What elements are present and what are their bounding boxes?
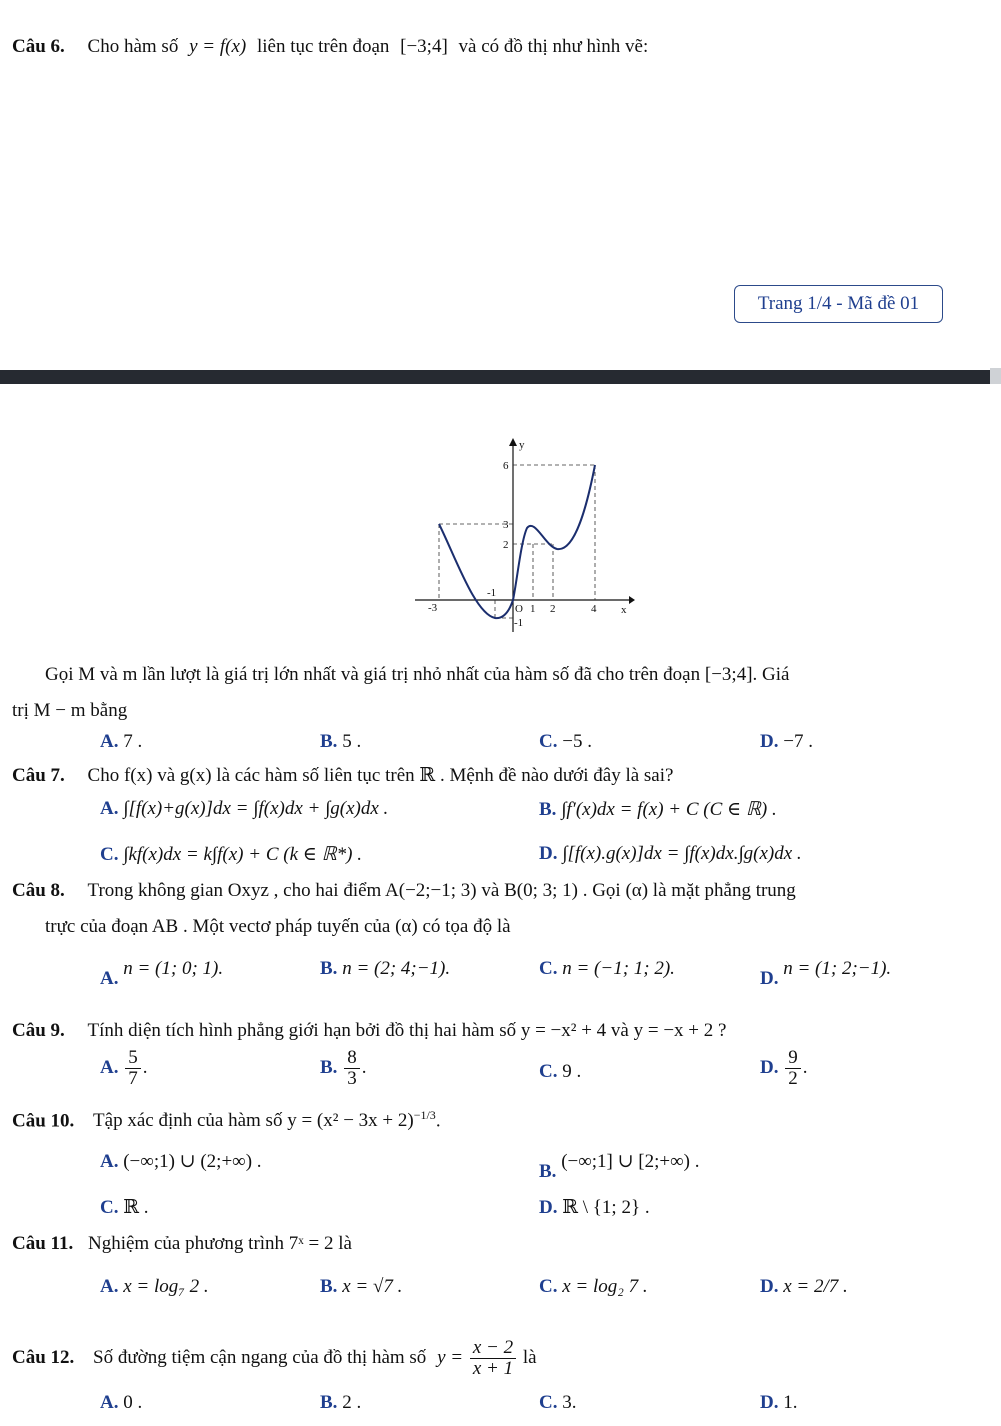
- q7-option-b[interactable]: B. ∫f′(x)dx = f(x) + C (C ∈ ℝ) .: [539, 799, 777, 820]
- q9-option-b[interactable]: B. $\frac{8}{3}$ .: [320, 1047, 367, 1089]
- question-11-label: Câu 11.: [12, 1233, 74, 1254]
- q6-body-line2: trị M − m bằng: [12, 700, 128, 721]
- q12-fraction: $\frac{x - 2}{x + 1}$: [470, 1338, 516, 1379]
- tick-x-2: 2: [550, 603, 556, 615]
- question-12: [12, 1338, 537, 1379]
- q6-text-b: liên tục trên đoạn: [256, 36, 390, 57]
- q6-interval: [−3;4]: [400, 36, 448, 57]
- q6-option-b[interactable]: B. 5 .: [320, 731, 362, 752]
- tick-y-6: 6: [503, 460, 509, 472]
- q8-option-d[interactable]: D. n = (1; 2;−1).: [760, 958, 892, 989]
- q10-option-c[interactable]: C. ℝ .: [100, 1197, 149, 1218]
- scrollbar-stub: [990, 368, 1001, 384]
- q8-option-c[interactable]: C. n = (−1; 1; 2).: [539, 958, 675, 979]
- question-10: Câu 10. Tập xác định của hàm số $y = (x^2 - 3x + 2)^{-1/3}$.: [12, 1108, 441, 1132]
- x-axis-label: x: [621, 604, 627, 616]
- q9-option-a[interactable]: A. $\frac{5}{7}$ .: [100, 1047, 148, 1089]
- question-10-label: Câu 10.: [12, 1110, 75, 1132]
- tick-y-3: 3: [503, 519, 509, 531]
- q10-text: Tập xác định của hàm số y = (x² − 3x + 2): [93, 1110, 414, 1132]
- question-12-label: Câu 12.: [12, 1346, 75, 1368]
- q9-option-d[interactable]: D. $\frac{9}{2}$ .: [760, 1047, 808, 1089]
- q8-line1: Trong không gian Oxyz , cho hai điểm A(−2;−1; 3) và B(0; 3; 1) . Gọi (α) là mặt phẳng trung: [87, 880, 796, 901]
- q7-option-a[interactable]: A. ∫[f(x)+g(x)]dx = ∫f(x)dx + ∫g(x)dx .: [100, 798, 389, 819]
- q8-option-b[interactable]: B. n = (2; 4;−1).: [320, 958, 451, 979]
- question-9: [12, 1020, 726, 1042]
- q11-option-c[interactable]: C. x = log₂ 7 .: [539, 1276, 648, 1297]
- q6-option-a[interactable]: A. 7 .: [100, 731, 143, 752]
- question-9-label: Câu 9.: [12, 1020, 65, 1041]
- function-graph: [415, 436, 635, 632]
- q10-option-d[interactable]: D. ℝ \ {1; 2} .: [539, 1197, 650, 1218]
- page-footer-text: Trang 1/4 - Mã đề 01: [757, 293, 920, 314]
- q12-text-b: là: [522, 1346, 537, 1368]
- origin-label: O: [515, 603, 523, 615]
- question-6-header: [12, 36, 648, 58]
- q11-text: Nghiệm của phương trình 7ˣ = 2 là: [88, 1233, 352, 1254]
- y-axis-label: y: [519, 439, 525, 451]
- q8-option-a[interactable]: A. n = (1; 0; 1).: [100, 958, 224, 989]
- q7-option-c[interactable]: C. ∫kf(x)dx = k∫f(x) + C (k ∈ ℝ*) .: [100, 844, 362, 865]
- question-11: [12, 1233, 352, 1255]
- q12-option-c[interactable]: C. 3.: [539, 1392, 577, 1413]
- q9-option-c[interactable]: C. 9 .: [539, 1061, 582, 1082]
- q12-option-d[interactable]: D. 1.: [760, 1392, 798, 1413]
- q12-option-b[interactable]: B. 2 .: [320, 1392, 362, 1413]
- q10-option-a[interactable]: A. (−∞;1) ∪ (2;+∞) .: [100, 1151, 262, 1172]
- q11-option-a[interactable]: A. x = log₇ 2 .: [100, 1276, 209, 1297]
- q6-body-line1: Gọi M và m lần lượt là giá trị lớn nhất và giá trị nhỏ nhất của hàm số đã cho trên đoạn [−3;4]. Giá: [45, 664, 790, 685]
- question-8: [12, 880, 796, 902]
- tick-x-neg1: -1: [487, 587, 497, 599]
- question-8-label: Câu 8.: [12, 880, 65, 901]
- q6-text-c: và có đồ thị như hình vẽ:: [458, 36, 649, 57]
- q9-text: Tính diện tích hình phẳng giới hạn bởi đồ thị hai hàm số y = −x² + 4 và y = −x + 2 ?: [87, 1020, 727, 1041]
- question-7-label: Câu 7.: [12, 765, 65, 786]
- q7-text: Cho f(x) và g(x) là các hàm số liên tục trên ℝ . Mệnh đề nào dưới đây là sai?: [87, 765, 674, 786]
- q7-option-d[interactable]: D. ∫[f(x).g(x)]dx = ∫f(x)dx.∫g(x)dx .: [539, 843, 802, 864]
- q6-text-a: Cho hàm số: [87, 36, 179, 57]
- q12-text-a: Số đường tiệm cận ngang của đồ thị hàm số: [93, 1346, 427, 1368]
- tick-y-neg1: -1: [514, 617, 524, 629]
- q11-option-d[interactable]: D. x = 2/7 .: [760, 1276, 848, 1297]
- q10-exponent: −1/3: [413, 1108, 436, 1122]
- q6-option-c[interactable]: C. −5 .: [539, 731, 592, 752]
- q6-func: y = f(x): [189, 36, 247, 57]
- page-footer-box: [734, 285, 943, 323]
- q12-option-a[interactable]: A. 0 .: [100, 1392, 143, 1413]
- q8-line2: trực của đoạn AB . Một vectơ pháp tuyến của (α) có tọa độ là: [45, 916, 511, 937]
- question-7: [12, 764, 673, 787]
- function-curve: [439, 465, 595, 618]
- tick-y-2: 2: [503, 539, 509, 551]
- y-axis-arrow: [509, 438, 517, 446]
- tick-x-4: 4: [591, 603, 597, 615]
- q6-option-d[interactable]: D. −7 .: [760, 731, 813, 752]
- question-6-label: Câu 6.: [12, 36, 65, 57]
- tick-x-1: 1: [530, 603, 536, 615]
- q12-func-lhs: y =: [437, 1346, 464, 1368]
- page-separator: [0, 370, 990, 384]
- tick-x-neg3: -3: [428, 602, 438, 614]
- q10-option-b[interactable]: B. (−∞;1] ∪ [2;+∞) .: [539, 1151, 700, 1182]
- q11-option-b[interactable]: B. x = √7 .: [320, 1276, 403, 1297]
- x-axis-arrow: [629, 596, 635, 604]
